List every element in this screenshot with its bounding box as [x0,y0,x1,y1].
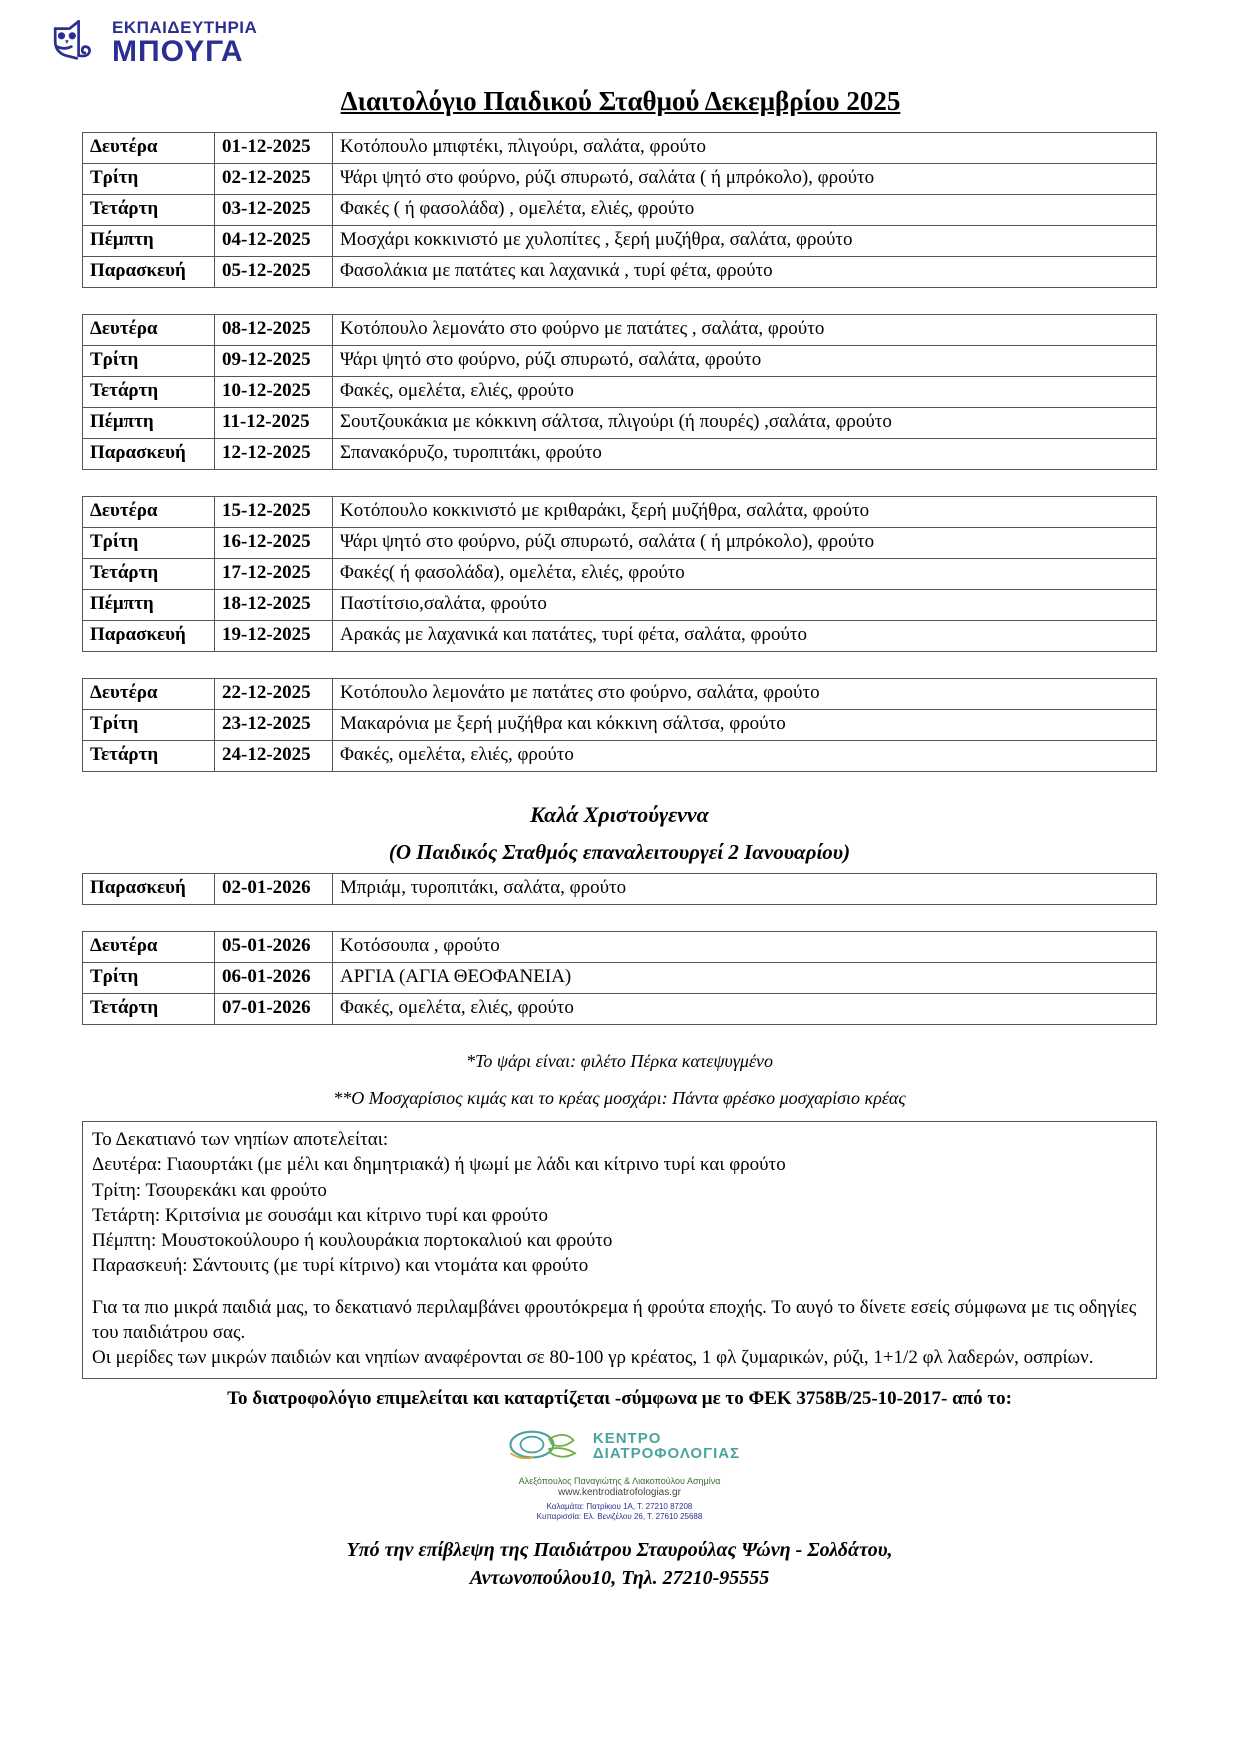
meal-cell: Φακές, ομελέτα, ελιές, φρούτο [333,377,1157,408]
date-cell: 01-12-2025 [215,133,333,164]
table-row [83,195,1157,226]
date-cell: 12-12-2025 [215,439,333,470]
day-cell: Τρίτη [83,963,215,994]
menu-table-week-1 [82,132,1157,288]
table-row [83,226,1157,257]
table-row [83,590,1157,621]
day-cell: Τετάρτη [83,994,215,1025]
day-cell: Πέμπτη [83,408,215,439]
school-logo-text [112,19,257,67]
table-row [83,994,1157,1025]
date-cell: 03-12-2025 [215,195,333,226]
owl-icon [48,16,102,70]
date-cell: 05-01-2026 [215,932,333,963]
school-name-line1: ΕΚΠΑΙΔΕΥΤΗΡΙΑ [112,18,258,37]
date-cell: 17-12-2025 [215,559,333,590]
table-row [83,710,1157,741]
christmas-greeting: Καλά Χριστούγεννα [530,802,709,827]
footer-line-2: Αντωνοπούλου10, Τηλ. 27210-95555 [469,1567,770,1590]
table-row [83,133,1157,164]
day-cell: Παρασκευή [83,621,215,652]
date-cell: 10-12-2025 [215,377,333,408]
table-row [83,528,1157,559]
day-cell: Τετάρτη [83,741,215,772]
snack-paragraph-young-children: Για τα πιο μικρά παιδιά μας, το δεκατιανό περιλαμβάνει φρουτόκρεμα ή φρούτα εποχής. Το αυγό το δίνετε εσείς σύμφωνα με τις οδηγίες του παιδιάτρου σας. [92,1296,1137,1343]
table-row [83,932,1157,963]
snack-paragraph-portions: Οι μερίδες των μικρών παιδιών και νηπίων αναφέρονται σε 80-100 γρ κρέατος, 1 φλ ζυμαρικών, ρύζι, 1+1/2 φλ λαδερών, οσπρίων. [92,1347,1094,1369]
nutrition-center-line1: ΚΕΝΤΡΟ [592,1429,662,1447]
meal-cell: Μπριάμ, τυροπιτάκι, σαλάτα, φρούτο [333,874,1157,905]
nutrition-center-subtitle: Αλεξόπουλος Παναγιώτης & Λιακοπούλου Ασημίνα [518,1476,721,1487]
school-name-line2: ΜΠΟΥΓΑ [112,35,244,68]
meal-cell: Φασολάκια με πατάτες και λαχανικά , τυρί φέτα, φρούτο [333,257,1157,288]
date-cell: 05-12-2025 [215,257,333,288]
pediatrician-supervision [82,1536,1157,1592]
meal-cell: Σπανακόρυζο, τυροπιτάκι, φρούτο [333,439,1157,470]
day-cell: Τρίτη [83,528,215,559]
meal-cell: Κοτόπουλο κοκκινιστό με κριθαράκι, ξερή μυζήθρα, σαλάτα, φρούτο [333,497,1157,528]
table-row [83,408,1157,439]
meal-cell: Κοτόπουλο λεμονάτο με πατάτες στο φούρνο, σαλάτα, φρούτο [333,679,1157,710]
nutrition-center-logo-icon [499,1424,585,1468]
snack-line-wednesday: Τετάρτη: Κριτσίνια με σουσάμι και κίτρινο τυρί και φρούτο [92,1204,549,1226]
day-cell: Δευτέρα [83,932,215,963]
day-cell: Τρίτη [83,346,215,377]
table-row [83,164,1157,195]
snack-info-box [82,1121,1157,1379]
table-row [83,621,1157,652]
day-cell: Παρασκευή [83,257,215,288]
date-cell: 02-12-2025 [215,164,333,195]
day-cell: Τρίτη [83,710,215,741]
meal-cell: ΑΡΓΙΑ (ΑΓΙΑ ΘΕΟΦΑΝΕΙΑ) [333,963,1157,994]
school-logo [48,16,257,70]
table-row [83,874,1157,905]
nutrition-center-logo-row [499,1424,740,1468]
meal-cell: Σουτζουκάκια με κόκκινη σάλτσα, πλιγούρι (ή πουρές) ,σαλάτα, φρούτο [333,408,1157,439]
table-row [83,741,1157,772]
snack-line-thursday: Πέμπτη: Μουστοκούλουρο ή κουλουράκια πορτοκαλιού και φρούτο [92,1230,613,1252]
date-cell: 04-12-2025 [215,226,333,257]
menu-table-week-2 [82,314,1157,470]
date-cell: 15-12-2025 [215,497,333,528]
day-cell: Τρίτη [83,164,215,195]
day-cell: Παρασκευή [83,439,215,470]
page-title: Διαιτολόγιο Παιδικού Σταθμού Δεκεμβρίου 2025 [340,86,901,116]
reopening-note: (Ο Παιδικός Σταθμός επαναλειτουργεί 2 Ιανουαρίου) [388,840,851,864]
date-cell: 07-01-2026 [215,994,333,1025]
snack-intro: Το Δεκατιανό των νηπίων αποτελείται: [92,1129,389,1150]
menu-table-january-1 [82,873,1157,905]
meal-cell: Ψάρι ψητό στο φούρνο, ρύζι σπυρωτό, σαλάτα ( ή μπρόκολο), φρούτο [333,164,1157,195]
day-cell: Δευτέρα [83,133,215,164]
table-row [83,315,1157,346]
nutrition-center-block [82,1424,1157,1522]
snack-line-tuesday: Τρίτη: Τσουρεκάκι και φρούτο [92,1179,327,1201]
table-row [83,497,1157,528]
table-row [83,963,1157,994]
table-row [83,257,1157,288]
date-cell: 18-12-2025 [215,590,333,621]
meal-cell: Ψάρι ψητό στο φούρνο, ρύζι σπυρωτό, σαλάτα, φρούτο [333,346,1157,377]
day-cell: Πέμπτη [83,590,215,621]
table-row [83,559,1157,590]
date-cell: 06-01-2026 [215,963,333,994]
meal-cell: Μοσχάρι κοκκινιστό με χυλοπίτες , ξερή μυζήθρα, σαλάτα, φρούτο [333,226,1157,257]
date-cell: 16-12-2025 [215,528,333,559]
date-cell: 08-12-2025 [215,315,333,346]
fek-reference-line: Το διατροφολόγιο επιμελείται και καταρτίζεται -σύμφωνα με το ΦΕΚ 3758Β/25-10-2017- από το: [227,1388,1012,1410]
address-kyparissia: Κυπαρισσία: Ελ. Βενιζέλου 26, Τ. 27610 25688 [536,1512,703,1522]
snack-line-monday: Δευτέρα: Γιαουρτάκι (με μέλι και δημητριακά) ή ψωμί με λάδι και κίτρινο τυρί και φρούτο [92,1154,786,1176]
footnote-meat: **Ο Μοσχαρίσιος κιμάς και το κρέας μοσχάρι: Πάντα φρέσκο μοσχαρίσιο κρέας [333,1088,906,1108]
day-cell: Δευτέρα [83,315,215,346]
date-cell: 19-12-2025 [215,621,333,652]
meal-cell: Φακές( ή φασολάδα), ομελέτα, ελιές, φρούτο [333,559,1157,590]
document-body [82,132,1157,1592]
day-cell: Δευτέρα [83,679,215,710]
day-cell: Δευτέρα [83,497,215,528]
footnote-fish: *Το ψάρι είναι: φιλέτο Πέρκα κατεψυγμένο [465,1051,774,1071]
nutrition-center-line2: ΔΙΑΤΡΟΦΟΛΟΓΙΑΣ [592,1445,741,1463]
day-cell: Τετάρτη [83,559,215,590]
table-row [83,346,1157,377]
menu-table-week-3 [82,496,1157,652]
day-cell: Παρασκευή [83,874,215,905]
day-cell: Τετάρτη [83,195,215,226]
table-row [83,377,1157,408]
footer-line-1: Υπό την επίβλεψη της Παιδιάτρου Σταυρούλας Ψώνη - Σολδάτου, [346,1539,893,1562]
meal-cell: Μακαρόνια με ξερή μυζήθρα και κόκκινη σάλτσα, φρούτο [333,710,1157,741]
snack-box-spacer [92,1279,1147,1295]
meal-cell: Ψάρι ψητό στο φούρνο, ρύζι σπυρωτό, σαλάτα ( ή μπρόκολο), φρούτο [333,528,1157,559]
nutrition-center-name [593,1431,740,1463]
meal-cell: Φακές ( ή φασολάδα) , ομελέτα, ελιές, φρούτο [333,195,1157,226]
meal-cell: Αρακάς με λαχανικά και πατάτες, τυρί φέτα, σαλάτα, φρούτο [333,621,1157,652]
date-cell: 22-12-2025 [215,679,333,710]
date-cell: 02-01-2026 [215,874,333,905]
address-kalamata: Καλαμάτα: Πατρίκιου 1Α, Τ. 27210 87208 [546,1502,693,1512]
meal-cell: Κοτόπουλο μπιφτέκι, πλιγούρι, σαλάτα, φρούτο [333,133,1157,164]
date-cell: 23-12-2025 [215,710,333,741]
nutrition-center-address [82,1502,1157,1522]
meal-cell: Φακές, ομελέτα, ελιές, φρούτο [333,741,1157,772]
table-row [83,679,1157,710]
date-cell: 11-12-2025 [215,408,333,439]
menu-table-week-4 [82,678,1157,772]
day-cell: Πέμπτη [83,226,215,257]
nutrition-center-website[interactable]: www.kentrodiatrofologias.gr [558,1487,681,1499]
date-cell: 24-12-2025 [215,741,333,772]
meal-cell: Φακές, ομελέτα, ελιές, φρούτο [333,994,1157,1025]
meal-cell: Παστίτσιο,σαλάτα, φρούτο [333,590,1157,621]
meal-cell: Κοτόσουπα , φρούτο [333,932,1157,963]
day-cell: Τετάρτη [83,377,215,408]
date-cell: 09-12-2025 [215,346,333,377]
snack-line-friday: Παρασκευή: Σάντουιτς (με τυρί κίτρινο) και ντομάτα και φρούτο [92,1255,589,1277]
table-row [83,439,1157,470]
meal-cell: Κοτόπουλο λεμονάτο στο φούρνο με πατάτες , σαλάτα, φρούτο [333,315,1157,346]
menu-table-january-2 [82,931,1157,1025]
